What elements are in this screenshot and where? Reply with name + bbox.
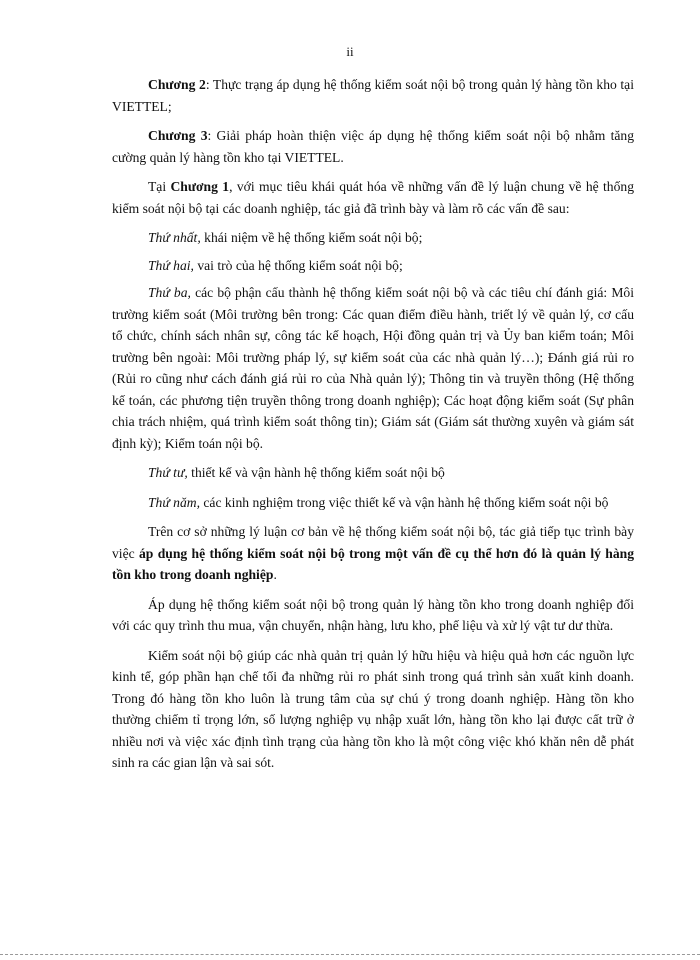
paragraph-text: Áp dụng hệ thống kiểm soát nội bộ trong quản lý hàng tồn kho trong doanh nghiệp đối với các quy trình thu mua, vận chuyển, nhận hàng, lưu kho, phế liệu và xử lý vật tư dư thừa.	[112, 596, 634, 633]
chapter-label: Chương 2	[148, 77, 206, 92]
paragraph-text: : Thực trạng áp dụng hệ thống kiểm soát nội bộ trong quản lý hàng tồn kho tại VIETTEL;	[112, 77, 634, 114]
paragraph-thu-nhat	[112, 227, 634, 249]
document-body	[112, 74, 634, 782]
paragraph-text: Kiểm soát nội bộ giúp các nhà quản trị quản lý hữu hiệu và hiệu quả hơn các nguồn lực kinh tế, góp phần hạn chế tối đa những rủi ro phát sinh trong quá trình sản xuất kinh doanh. Trong đó hàng tồn kho luôn là trung tâm của sự chú ý trong doanh nghiệp. Hàng tồn kho thường chiếm tỉ trọng lớn, số lượng nghiệp vụ nhập xuất lớn, hàng tồn kho lại được cất trữ ở nhiều nơi và việc xác định tình trạng của hàng tồn kho là một công việc khó khăn nên dễ phát sinh ra các gian lận và sai sót.	[112, 647, 634, 770]
paragraph-text: các bộ phận cấu thành hệ thống kiểm soát nội bộ và các tiêu chí đánh giá: Môi trường kiểm soát (Môi trường bên trong: Các quan điểm điều hành, triết lý về quản lý, cơ cấu tổ chức, chính sách nhân sự, công tác kế hoạch, Hội đồng quản trị và Ủy ban kiểm toán; Môi trường bên ngoài: Môi trường pháp lý, sự kiểm soát của các nhà quản lý…); Đánh giá rủi ro (Rủi ro cũng như cách đánh giá rủi ro của Nhà quản lý); Thông tin và truyền thông (Hệ thống kế toán, các phương tiện truyền thông trong doanh nghiệp); Các hoạt động kiểm soát (Sự phân chia trách nhiệm, quá trình kiểm soát thông tin); Giám sát (Giám sát thường xuyên và giám sát định kỳ); Kiểm toán nội bộ.	[112, 285, 634, 451]
page-number: ii	[346, 44, 354, 59]
paragraph-thu-hai	[112, 255, 634, 277]
paragraph-kiem-soat	[112, 645, 634, 774]
page-break-rule	[0, 954, 700, 955]
paragraph-thu-nam	[112, 492, 634, 514]
paragraph-text: : Giải pháp hoàn thiện việc áp dụng hệ thống kiểm soát nội bộ nhằm tăng cường quản lý hàng tồn kho tại VIETTEL.	[112, 128, 634, 165]
paragraph-chuong-3	[112, 125, 634, 168]
ordinal-label: Thứ hai,	[148, 257, 194, 273]
paragraph-text: khái niệm về hệ thống kiểm soát nội bộ;	[200, 230, 423, 245]
paragraph-tren-co-so	[112, 521, 634, 586]
ordinal-label: Thứ năm,	[148, 494, 200, 510]
ordinal-label: Thứ tư,	[148, 465, 188, 480]
paragraph-chuong-2	[112, 74, 634, 117]
paragraph-text: Trên cơ sở những lý luận cơ bản về hệ thống kiểm soát nội bộ, tác giả tiếp tục trình bày việc	[112, 524, 634, 561]
paragraph-chuong-1-intro	[112, 176, 634, 219]
paragraph-text: Tại	[148, 179, 171, 194]
paragraph-thu-tu	[112, 462, 634, 484]
paragraph-text: thiết kế và vận hành hệ thống kiểm soát nội bộ	[187, 465, 445, 480]
paragraph-thu-ba	[112, 282, 634, 454]
ordinal-label: Thứ nhất,	[148, 230, 201, 245]
paragraph-text: .	[273, 567, 277, 582]
emphasis-text: áp dụng hệ thống kiểm soát nội bộ trong một vấn đề cụ thể hơn đó là quản lý hàng tồn kho trong doanh nghiệp	[112, 545, 634, 582]
chapter-label: Chương 3	[148, 128, 208, 143]
paragraph-text: các kinh nghiệm trong việc thiết kế và vận hành hệ thống kiểm soát nội bộ	[199, 494, 609, 510]
ordinal-label: Thứ ba,	[148, 285, 191, 300]
paragraph-ap-dung	[112, 594, 634, 637]
paragraph-text: vai trò của hệ thống kiểm soát nội bộ;	[193, 257, 403, 273]
chapter-label: Chương 1	[170, 179, 230, 194]
paragraph-text: , với mục tiêu khái quát hóa về những vấn đề lý luận chung về hệ thống kiểm soát nội bộ tại các doanh nghiệp, tác giả đã trình bày và làm rõ các vấn đề sau:	[112, 179, 634, 216]
